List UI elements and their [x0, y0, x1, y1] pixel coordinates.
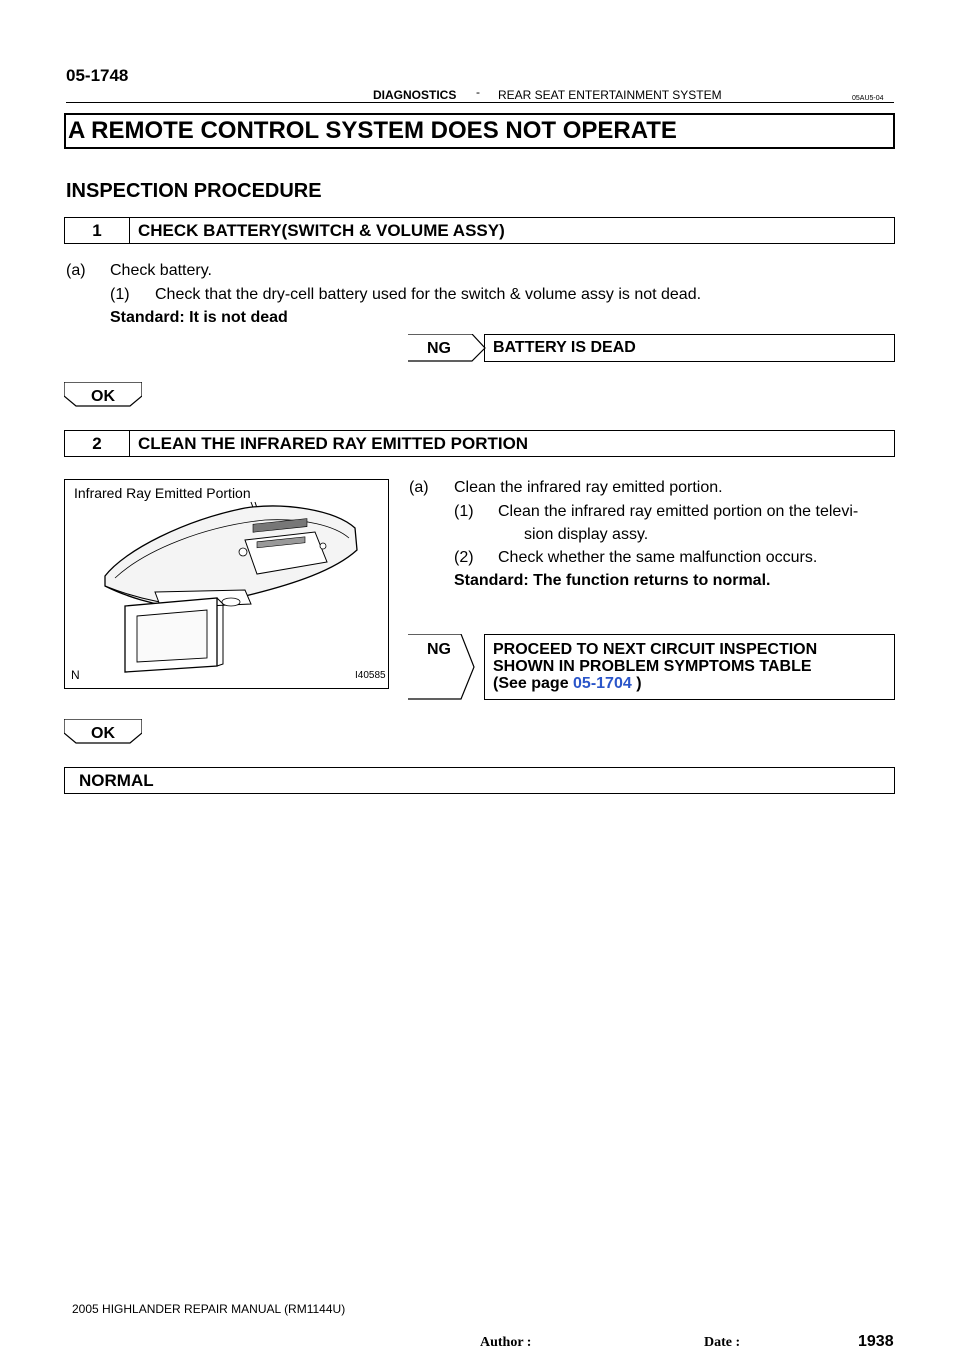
footer-page-count: 1938 — [858, 1333, 894, 1350]
step-1-item-1-text: Check that the dry-cell battery used for the switch & volume assy is not dead. — [155, 286, 702, 303]
see-page-prefix: (See page — [493, 675, 574, 692]
figure-id: I40585 — [355, 670, 386, 681]
step-2-ng-label: NG — [427, 641, 451, 658]
step-1-number: 1 — [65, 218, 130, 243]
step-2-ng-result-line1: PROCEED TO NEXT CIRCUIT INSPECTION — [493, 641, 818, 658]
step-2-item-2-marker: (2) — [454, 549, 474, 566]
step-1-item-a-text: Check battery. — [110, 262, 212, 279]
step-1-item-a-marker: (a) — [66, 262, 86, 279]
final-result-box — [64, 767, 895, 794]
step-1-ng-result: BATTERY IS DEAD — [484, 334, 895, 362]
step-1-ng-label: NG — [427, 340, 451, 357]
footer-date-label: Date : — [704, 1335, 741, 1350]
step-1-standard: Standard: It is not dead — [110, 309, 288, 326]
step-1-box — [64, 217, 895, 244]
step-2-label: CLEAN THE INFRARED RAY EMITTED PORTION — [138, 433, 529, 453]
step-2-item-1-line1: Clean the infrared ray emitted portion on the televi- — [498, 503, 859, 520]
header-section: DIAGNOSTICS — [373, 88, 457, 102]
figure-box — [64, 479, 389, 689]
step-1-item-1-marker: (1) — [110, 286, 130, 303]
footer-author-label: Author : — [480, 1335, 532, 1350]
header-subsection: REAR SEAT ENTERTAINMENT SYSTEM — [498, 88, 722, 102]
tv-display-illustration — [65, 480, 387, 687]
step-2-item-a-marker: (a) — [409, 479, 429, 496]
step-2-standard: Standard: The function returns to normal. — [454, 572, 771, 589]
step-2-item-1-line2: sion display assy. — [524, 526, 649, 543]
step-2-item-a-text: Clean the infrared ray emitted portion. — [454, 479, 723, 496]
page-title: A REMOTE CONTROL SYSTEM DOES NOT OPERATE — [64, 113, 895, 149]
see-page-suffix: ) — [631, 675, 642, 692]
figure-caption: Infrared Ray Emitted Portion — [74, 485, 251, 501]
header-rule — [66, 102, 894, 103]
step-1-ok-label: OK — [91, 388, 115, 405]
step-2-ng-result-line2: SHOWN IN PROBLEM SYMPTOMS TABLE — [493, 658, 812, 675]
step-2-ng-result-line3 — [493, 675, 886, 692]
step-2-number: 2 — [65, 431, 130, 456]
step-2-ok-tab — [64, 719, 142, 743]
header-separator: - — [476, 85, 480, 99]
doc-code: 05AU5-04 — [852, 95, 884, 102]
step-2-ng-result — [484, 634, 895, 700]
figure-corner-mark: N — [71, 668, 80, 682]
page-number: 05-1748 — [66, 66, 129, 85]
final-result-label: NORMAL — [79, 770, 154, 790]
footer-manual: 2005 HIGHLANDER REPAIR MANUAL (RM1144U) — [72, 1302, 346, 1316]
step-2-item-1-marker: (1) — [454, 503, 474, 520]
step-1-label: CHECK BATTERY(SWITCH & VOLUME ASSY) — [138, 220, 505, 240]
page-link-05-1704[interactable]: 05-1704 — [573, 675, 632, 692]
step-2-box — [64, 430, 895, 457]
inspection-heading: INSPECTION PROCEDURE — [66, 180, 322, 202]
step-2-ok-label: OK — [91, 725, 115, 742]
step-2-item-2-text: Check whether the same malfunction occurs. — [498, 549, 818, 566]
step-1-ok-tab — [64, 382, 142, 406]
